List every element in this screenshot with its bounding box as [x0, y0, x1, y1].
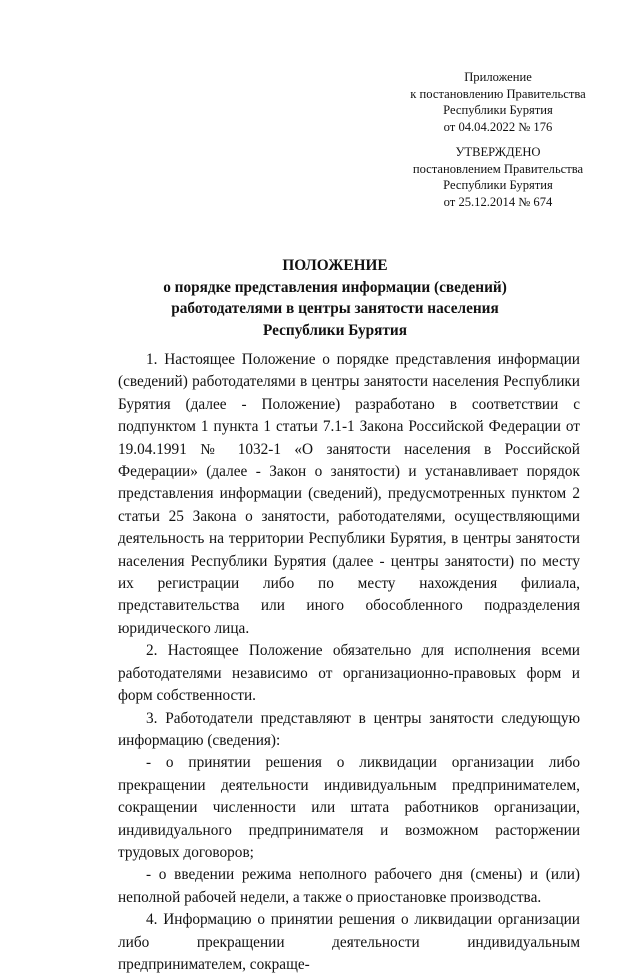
paragraph-2: 2. Настоящее Положение обязательно для исполнения всеми работодателями независимо от организационно-правовых форм и форм собственности.: [118, 642, 580, 705]
appendix-line: Республики Бурятия: [443, 103, 553, 118]
paragraph-3: 3. Работодатели представляют в центры занятости следующую информацию (сведения):: [118, 709, 580, 749]
title-line: ПОЛОЖЕНИЕ: [282, 257, 388, 274]
approval-line: УТВЕРЖДЕНО: [455, 145, 541, 159]
appendix-line: от 04.04.2022 № 176: [443, 119, 553, 134]
title-line: о порядке представления информации (сведений): [163, 278, 507, 296]
title-line: работодателями в центры занятости населения: [171, 300, 499, 318]
paragraph-4: 4. Информацию о принятии решения о ликвидации организации либо прекращении деятельности индивидуальным предпринимателем, сокраще-: [118, 911, 580, 973]
document-body: [118, 349, 580, 976]
appendix-line: к постановлению Правительства: [410, 86, 586, 101]
list-item-liquidation: - о принятии решения о ликвидации организации либо прекращении деятельности индивидуальным предпринимателем, сокращении численности или штата работников организации, индивидуального предпринимателя и возможном расторжении трудовых договоров;: [118, 754, 580, 861]
paragraph-1: 1. Настоящее Положение о порядке представления информации (сведений) работодателями в центры занятости населения Республики Бурятия (далее - Положение) разработано в соответствии с подпунктом 1 пункта 1 статьи 7.1-1 Закона Российской Федерации от 19.04.1991 № 1032-1 «О занятости населения в Российской Федерации» (далее - Закон о занятости) и устанавливает порядок представления информации (сведений), предусмотренных пунктом 2 статьи 25 Закона о занятости, работодателями, осуществляющими деятельность на территории Республики Бурятия, в центры занятости населения Республики Бурятия (далее - центры занятости) по месту их регистрации либо по месту нахождения филиала, представительства или иного обособленного подразделения юридического лица.: [118, 351, 580, 637]
title-line: Республики Бурятия: [262, 321, 408, 339]
approval-line: Республики Бурятия: [443, 178, 553, 193]
approval-line: от 25.12.2014 № 674: [443, 194, 553, 209]
approval-line: постановлением Правительства: [412, 161, 584, 176]
list-item-part-time: - о введении режима неполного рабочего дня (смены) и (или) неполной рабочей недели, а также о приостановке производства.: [118, 866, 580, 906]
appendix-line: Приложение: [464, 70, 532, 84]
document-title: [70, 255, 600, 341]
appendix-header: [380, 69, 616, 135]
approval-stamp: [380, 144, 616, 210]
